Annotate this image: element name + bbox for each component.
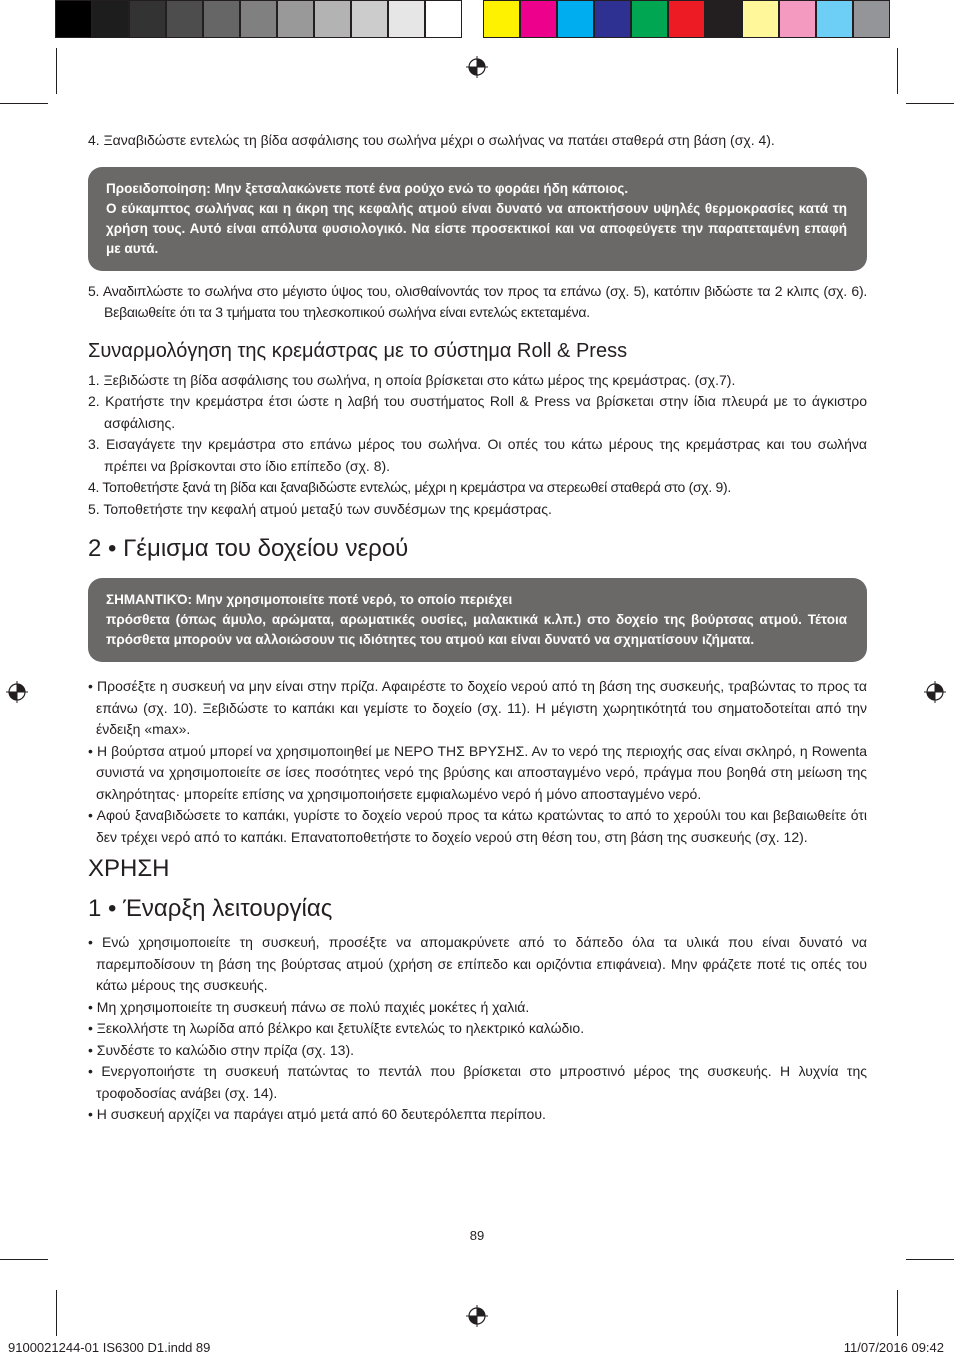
registration-mark-icon xyxy=(6,681,28,703)
hanger-assembly-heading: Συναρμολόγηση της κρεμάστρας με το σύστημα Roll & Press xyxy=(88,339,628,362)
list-item: • Μη χρησιμοποιείτε τη συσκευή πάνω σε πολύ παχιές μοκέτες ή χαλιά. xyxy=(88,998,530,1015)
start-operation-heading: 1 • Έναρξη λειτουργίας xyxy=(88,895,333,922)
hanger-step: 1. Ξεβιδώστε τη βίδα ασφάλισης του σωλήνα, η οποία βρίσκεται στο κάτω μέρος της κρεμάστρας. (σχ.7). xyxy=(88,371,736,388)
registration-mark-icon xyxy=(466,1305,488,1327)
color-swatch xyxy=(166,0,203,38)
page-number: 89 xyxy=(469,1228,485,1243)
color-swatch xyxy=(742,0,779,38)
color-swatch xyxy=(853,0,890,38)
list-item: • Συνδέστε το καλώδιο στην πρίζα (σχ. 13). xyxy=(88,1041,355,1058)
color-swatch xyxy=(816,0,853,38)
list-item: • Ενεργοποιήστε τη συσκευή πατώντας το πεντάλ που βρίσκεται στο μπροστινό μέρος της συσκευής. Η λυχνία της τροφοδοσίας ανάβει (σχ. 14). xyxy=(88,1063,867,1101)
color-swatch xyxy=(520,0,557,38)
list-item: • Ξεκολλήστε τη λωρίδα από βέλκρο και ξετυλίξτε εντελώς το ηλεκτρικό καλώδιο. xyxy=(88,1020,585,1036)
start-bullets-list xyxy=(88,932,867,1126)
color-swatch xyxy=(631,0,668,38)
color-swatch xyxy=(92,0,129,38)
hanger-step: 3. Εισαγάγετε την κρεμάστρα στο επάνω μέρος του σωλήνα. Οι οπές του κάτω μέρους της κρεμάστρας και του σωλήνα πρέπει να βρίσκονται στο ίδιο επίπεδο (σχ. 8). xyxy=(88,436,867,474)
section-fill-tank-heading: 2 • Γέμισμα του δοχείου νερού xyxy=(88,535,409,562)
color-swatch xyxy=(351,0,388,38)
warning-title: Προειδοποίηση: Μην ξετσαλακώνετε ποτέ ένα ρούχο ενώ το φοράει ήδη κάποιος. xyxy=(106,180,629,196)
color-swatch xyxy=(203,0,240,38)
color-swatch xyxy=(594,0,631,38)
list-item: • Η συσκευή αρχίζει να παράγει ατμό μετά από 60 δευτερόλεπτα περίπου. xyxy=(88,1106,546,1122)
crop-mark xyxy=(906,103,954,104)
color-swatch-bar xyxy=(483,0,890,38)
color-swatch xyxy=(483,0,520,38)
color-swatch xyxy=(277,0,314,38)
crop-mark xyxy=(56,1290,57,1336)
warning-body: πρόσθετα (όπως άμυλο, αρώματα, αρωματικές ουσίες, μαλακτικά κ.λπ.) στο δοχείο της βούρτσας ατμού. Τέτοια πρόσθετα μπορούν να αλλοιώσουν τις ιδιότητες του ατμού και είναι δυνατό να σχηματίσουν ιζήματα. xyxy=(106,612,847,647)
warning-box-hot-surfaces xyxy=(88,167,867,271)
registration-mark-icon xyxy=(924,681,946,703)
color-swatch xyxy=(314,0,351,38)
color-swatch xyxy=(388,0,425,38)
color-swatch xyxy=(425,0,462,38)
crop-mark xyxy=(897,48,898,94)
hanger-step: 4. Τοποθετήστε ξανά τη βίδα και ξαναβιδώστε εντελώς, μέχρι η κρεμάστρα να στερεωθεί σταθερά στο (σχ. 9). xyxy=(88,479,731,495)
color-swatch xyxy=(668,0,705,38)
hanger-step: 5. Τοποθετήστε την κεφαλή ατμού μεταξύ των συνδέσμων της κρεμάστρας. xyxy=(88,500,552,517)
crop-mark xyxy=(906,1259,954,1260)
step-5: 5. Αναδιπλώστε το σωλήνα στο μέγιστο ύψος του, ολισθαίνοντάς τον προς τα επάνω (σχ. 5), κατόπιν βιδώστε τα 2 κλιπς (σχ. 6). Βεβαιωθείτε ότι τα 3 τμήματα του τηλεσκοπικού σωλήνα είναι εντελώς εκτεταμένα. xyxy=(88,282,867,320)
list-item: • Αφού ξαναβιδώσετε το καπάκι, γυρίστε το δοχείο νερού προς τα κάτω κρατώντας το από το χερούλι του και βεβαιωθείτε ότι δεν τρέχει νερό από το καπάκι. Επανατοποθετήστε το δοχείο νερού στη θέση του, στη βάση της συσκευής (σχ. 12). xyxy=(88,807,867,845)
warning-body: Ο εύκαμπτος σωλήνας και η άκρη της κεφαλής ατμού είναι δυνατό να αποκτήσουν υψηλές θερμοκρασίες κατά τη χρήση τους. Αυτό είναι απόλυτα φυσιολογικό. Να είστε προσεκτικοί και να αποφεύγετε την παρατεταμένη επαφή με αυτά. xyxy=(106,200,847,256)
list-item: • Ενώ χρησιμοποιείτε τη συσκευή, προσέξτε να απομακρύνετε από το δάπεδο όλα τα υλικά που είναι δυνατό να παρεμποδίσουν τη βάση της βούρτσας ατμού (χρήση σε επίπεδο και οριζόντια επιφάνεια). Μην φράζετε ποτέ τις οπές του κάτω μέρους της συσκευής. xyxy=(88,934,867,993)
crop-mark xyxy=(0,1259,48,1260)
fill-bullets-list xyxy=(88,676,867,848)
crop-mark xyxy=(897,1290,898,1336)
list-item: • Η βούρτσα ατμού μπορεί να χρησιμοποιηθεί με ΝΕΡΟ ΤΗΣ ΒΡΥΣΗΣ. Αν το νερό της περιοχής σας είναι σκληρό, η Rowenta συνιστά να χρησιμοποιείτε σε ίσες ποσότητες νερό της βρύσης και αποσταγμένο νερό, πράγμα που βοηθά στη μείωση της σκληρότητας· μπορείτε επίσης να χρησιμοποιήσετε εμφιαλωμένο νερό ή μόνο αποσταγμένο νερό. xyxy=(88,742,867,802)
crop-mark xyxy=(56,48,57,94)
step-4: 4. Ξαναβιδώστε εντελώς τη βίδα ασφάλισης του σωλήνα μέχρι ο σωλήνας να πατάει σταθερά στη βάση (σχ. 4). xyxy=(88,132,775,148)
color-swatch xyxy=(240,0,277,38)
crop-mark xyxy=(0,103,48,104)
warning-box-additives xyxy=(88,578,867,662)
list-item: • Προσέξτε η συσκευή να μην είναι στην πρίζα. Αφαιρέστε το δοχείο νερού από τη βάση της συσκευής, τραβώντας το προς τα επάνω (σχ. 10). Ξεβιδώστε το καπάκι και γεμίστε το δοχείο (σχ. 11). Η μέγιστη χωρητικότητά του σηματοδοτείται από την ένδειξη «max». xyxy=(88,678,867,737)
hanger-steps-list xyxy=(88,370,867,521)
color-swatch xyxy=(557,0,594,38)
step-list xyxy=(88,130,867,152)
warning-title: ΣΗΜΑΝΤΙΚΌ: Μην χρησιμοποιείτε ποτέ νερό, το οποίο περιέχει xyxy=(106,592,513,607)
color-swatch xyxy=(779,0,816,38)
hanger-step: 2. Κρατήστε την κρεμάστρα έτσι ώστε η λαβή του συστήματος Roll & Press να βρίσκεται στην ίδια πλευρά με το άγκιστρο ασφάλισης. xyxy=(88,393,867,431)
footer-file-info: 9100021244-01 IS6300 D1.indd 89 xyxy=(8,1340,211,1355)
page-content xyxy=(88,130,867,1126)
color-swatch xyxy=(129,0,166,38)
gray-swatch-bar xyxy=(55,0,462,38)
registration-mark-icon xyxy=(466,56,488,78)
use-heading: ΧΡΗΣΗ xyxy=(88,855,170,882)
color-swatch xyxy=(705,0,742,38)
color-swatch xyxy=(55,0,92,38)
step-list xyxy=(88,281,867,324)
footer-timestamp: 11/07/2016 09:42 xyxy=(843,1340,944,1355)
